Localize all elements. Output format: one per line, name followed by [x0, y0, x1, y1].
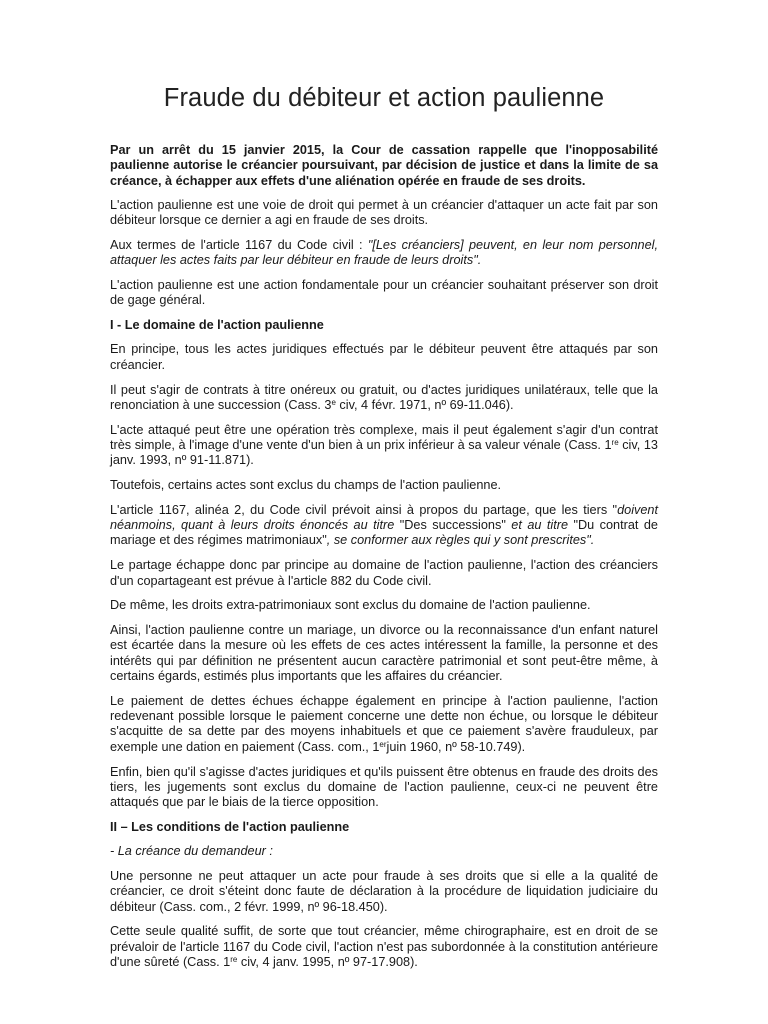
quote: doivent néanmoins, quant à leurs droits énoncés au titre	[110, 502, 658, 533]
text: civ, 13 janv. 1993, nº 91-11.871).	[110, 437, 658, 468]
text: L'article 1167, alinéa 2, du Code civil prévoit ainsi à propos du partage, que les tiers "	[110, 502, 618, 517]
text: Cette seule qualité suffit, de sorte que tout créancier, même chirographaire, est en droit de se prévaloir de l'article 1167 du Code civil, l'action n'est pas subordonnée à la constitution antérieure d'une sûreté (Cass. 1	[110, 924, 658, 969]
paragraph-principle: En principe, tous les actes juridiques effectués par le débiteur peuvent être attaqués par son créancier.	[110, 342, 658, 372]
paragraph-qualite-creancier: Une personne ne peut attaquer un acte pour fraude à ses droits que si elle a la qualité de créancier, ce droit s'éteint donc faute de déclaration à la procédure de liquidation judiciaire du débiteur (Cass. com., 2 févr. 1999, nº 96-18.450).	[110, 868, 658, 914]
paragraph-article-1167	[110, 238, 658, 269]
paragraph-chirographaire	[110, 924, 658, 970]
quote: , se conformer aux règles qui y sont prescrites".	[326, 533, 595, 548]
text: juin 1960, nº 58-10.749).	[386, 739, 526, 754]
text: Aux termes de l'article 1167 du Code civil :	[110, 237, 368, 252]
text: civ, 4 janv. 1995, nº 97-17.908).	[237, 954, 418, 969]
section-heading-1: I - Le domaine de l'action paulienne	[110, 318, 324, 333]
paragraph-extra-patrimonial: De même, les droits extra-patrimoniaux sont exclus du domaine de l'action paulienne.	[110, 598, 591, 613]
text: Il peut s'agir de contrats à titre onéreux ou gratuit, ou d'actes juridiques unilatéraux, telle que la renonciation à une succession (Cass. 3	[110, 382, 658, 412]
document-title: Fraude du débiteur et action paulienne	[163, 84, 605, 112]
subsection-heading: - La créance du demandeur :	[110, 844, 273, 859]
paragraph-jugements: Enfin, bien qu'il s'agisse d'actes juridiques et qu'ils puissent être obtenus en fraude des droits des tiers, les jugements sont exclus du domaine de l'action paulienne, ceux-ci ne peuvent être attaqués que par le biais de la tierce opposition.	[110, 764, 658, 810]
superscript: e	[331, 397, 336, 407]
text: Le paiement de dettes échues échappe également en principe à l'action paulienne, l'action redevenant possible lorsque le paiement concerne une dette non échue, ou lorsque le débiteur s'acquitte de sa dette par des moyens inhabituels et que ce paiement s'avère frauduleux, par exemple une dation en paiement (Cass. com., 1	[110, 693, 658, 754]
paragraph-contracts	[110, 383, 658, 414]
paragraph-paiement	[110, 694, 658, 755]
lead-paragraph: Par un arrêt du 15 janvier 2015, la Cour de cassation rappelle que l'inopposabilité paulienne autorise le créancier poursuivant, par décision de justice et dans la limite de sa créance, à échapper aux effets d'une aliénation opérée en fraude de ses droits.	[110, 143, 658, 188]
quote: "[Les créanciers] peuvent, en leur nom personnel, attaquer les actes faits par leur débiteur en fraude de leurs droits".	[110, 237, 658, 268]
paragraph-complex-act	[110, 423, 658, 469]
superscript: re	[230, 954, 238, 964]
superscript: er	[379, 739, 387, 749]
section-heading-2: II – Les conditions de l'action paulienne	[110, 819, 350, 834]
paragraph-exclusions: Toutefois, certains actes sont exclus du champs de l'action paulienne.	[110, 478, 502, 493]
text: L'acte attaqué peut être une opération très complexe, mais il peut également s'agir d'un contrat très simple, à l'image d'une vente d'un bien à un prix inférieur à sa valeur vénale (Cass. 1	[110, 422, 658, 452]
paragraph-article-1167-al2	[110, 503, 658, 549]
paragraph-definition: L'action paulienne est une voie de droit qui permet à un créancier d'attaquer un acte fait par son débiteur lorsque ce dernier a agi en fraude de ses droits.	[110, 197, 658, 228]
text: "Des successions"	[399, 518, 506, 533]
quote: et au titre	[505, 518, 574, 533]
text: "Du contrat de mariage et des régimes matrimoniaux"	[110, 518, 658, 548]
text: civ, 4 févr. 1971, nº 69-11.046).	[335, 397, 514, 412]
paragraph-fundamental: L'action paulienne est une action fondamentale pour un créancier souhaitant préserver son droit de gage général.	[110, 278, 658, 308]
superscript: re	[611, 437, 619, 447]
paragraph-partage: Le partage échappe donc par principe au domaine de l'action paulienne, l'action des créanciers d'un copartageant est prévue à l'article 882 du Code civil.	[110, 558, 658, 588]
paragraph-mariage: Ainsi, l'action paulienne contre un mariage, un divorce ou la reconnaissance d'un enfant naturel est écartée dans la mesure où les effets de ces actes intéressent la famille, la personne et des intérêts qui par définition ne présentent aucun caractère patrimonial et sont peut-être même, à certains égards, estimés plus importants que les affaires du créancier.	[110, 623, 658, 684]
